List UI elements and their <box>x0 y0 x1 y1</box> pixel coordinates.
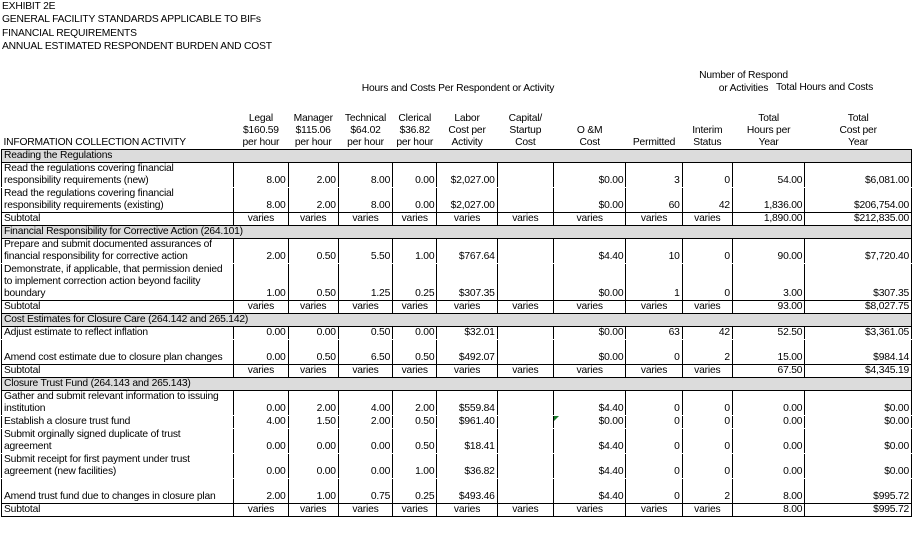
interim-cell: 2 <box>682 478 732 503</box>
labor-cell: $2,027.00 <box>437 187 497 212</box>
header-capital-line2: Startup <box>509 124 542 136</box>
subtotal-hours: 67.50 <box>732 364 804 377</box>
legal-cell: 4.00 <box>234 415 288 428</box>
permitted-cell: 0 <box>626 478 682 503</box>
manager-cell: 2.00 <box>288 187 338 212</box>
legal-cell: 8.00 <box>234 187 288 212</box>
legal-cell: 0.00 <box>234 339 288 364</box>
comment-flag-icon <box>554 416 559 421</box>
permitted-cell: 0 <box>626 390 682 415</box>
subtotal-hours: 93.00 <box>732 300 804 313</box>
table-row <box>2 263 912 300</box>
capital-cell <box>497 428 553 453</box>
subtotal-cost: $8,027.75 <box>805 300 912 313</box>
manager-cell: 0.50 <box>288 339 338 364</box>
subtotal-hours: 8.00 <box>732 503 804 516</box>
legal-cell: 2.00 <box>234 478 288 503</box>
clerical-cell: 0.50 <box>393 428 437 453</box>
permitted-cell: 63 <box>626 326 682 339</box>
hours-cell: 15.00 <box>732 339 804 364</box>
header-om-line1: O &M <box>576 124 603 136</box>
varies-cell: varies <box>437 300 497 313</box>
labor-cell: $559.84 <box>437 390 497 415</box>
subtotal-row <box>2 212 912 225</box>
clerical-cell: 0.25 <box>393 478 437 503</box>
header-capital-line3: Cost <box>515 136 536 148</box>
header-interim <box>682 95 732 149</box>
activity-line: Establish a closure trust fund <box>4 415 131 427</box>
capital-cell <box>497 390 553 415</box>
cost-cell: $0.00 <box>805 453 912 478</box>
table-row <box>2 478 912 503</box>
legal-cell: 0.00 <box>234 453 288 478</box>
varies-cell: varies <box>437 364 497 377</box>
activity-line: Read the regulations covering financial <box>4 187 174 199</box>
technical-cell: 6.50 <box>338 339 392 364</box>
legal-cell: 0.00 <box>234 390 288 415</box>
section-header <box>2 377 912 390</box>
header-manager-line2: $115.06 <box>295 124 331 136</box>
technical-cell: 0.00 <box>338 453 392 478</box>
subtotal-label: Subtotal <box>2 300 234 313</box>
activity-line: Submit receipt for first payment under trust <box>4 453 190 465</box>
manager-cell: 2.00 <box>288 162 338 187</box>
clerical-cell: 2.00 <box>393 390 437 415</box>
technical-cell: 8.00 <box>338 162 392 187</box>
om-cell: $0.00 <box>553 263 625 300</box>
varies-cell: varies <box>338 212 392 225</box>
capital-cell <box>497 162 553 187</box>
header-manager-line3: per hour <box>294 136 332 148</box>
manager-cell: 0.50 <box>288 263 338 300</box>
varies-cell: varies <box>626 212 682 225</box>
activity-line: Submit orginally signed duplicate of trust <box>4 428 181 440</box>
varies-cell: varies <box>338 503 392 516</box>
activity-line: to implement correction action beyond facility <box>4 275 201 287</box>
subtotal-label: Subtotal <box>2 364 234 377</box>
table-row <box>2 339 912 364</box>
varies-cell: varies <box>288 300 338 313</box>
activity-line: agreement <box>4 440 52 452</box>
subtotal-row <box>2 364 912 377</box>
om-cell: $0.00 <box>553 187 625 212</box>
header-total-hours-line2: Hours per <box>746 124 791 136</box>
varies-cell: varies <box>553 364 625 377</box>
manager-cell: 0.00 <box>288 326 338 339</box>
interim-cell: 0 <box>682 428 732 453</box>
table-row <box>2 390 912 415</box>
labor-cell: $493.46 <box>437 478 497 503</box>
subtotal-cost: $212,835.00 <box>805 212 912 225</box>
varies-cell: varies <box>234 364 288 377</box>
subtotal-cost: $995.72 <box>805 503 912 516</box>
activity-line: Adjust estimate to reflect inflation <box>4 326 148 338</box>
legal-cell: 1.00 <box>234 263 288 300</box>
labor-cell: $767.64 <box>437 238 497 263</box>
header-total-hours-line3: Year <box>758 136 779 148</box>
activity-line: Gather and submit relevant information to issuing <box>4 390 219 402</box>
labor-cell: $36.82 <box>437 453 497 478</box>
varies-cell: varies <box>234 503 288 516</box>
varies-cell: varies <box>626 364 682 377</box>
labor-cell: $32.01 <box>437 326 497 339</box>
cost-cell: $0.00 <box>805 428 912 453</box>
permitted-cell: 0 <box>626 453 682 478</box>
subtotal-row <box>2 503 912 516</box>
varies-cell: varies <box>288 503 338 516</box>
varies-cell: varies <box>288 364 338 377</box>
varies-cell: varies <box>682 364 732 377</box>
header-activity: INFORMATION COLLECTION ACTIVITY <box>3 136 186 148</box>
header-labor-line1: Labor <box>454 112 480 124</box>
permitted-cell: 0 <box>626 428 682 453</box>
technical-cell: 2.00 <box>338 415 392 428</box>
section-header <box>2 149 912 162</box>
capital-cell <box>497 415 553 428</box>
activity-line: responsibility requirements (existing) <box>4 199 164 211</box>
header-interim-line1: Interim <box>692 124 723 136</box>
hours-cell: 54.00 <box>732 162 804 187</box>
hours-cell: 0.00 <box>732 415 804 428</box>
varies-cell: varies <box>682 300 732 313</box>
header-om-line2: Cost <box>579 136 600 148</box>
header-labor-line2: Cost per <box>448 124 486 136</box>
varies-cell: varies <box>497 300 553 313</box>
technical-cell: 0.75 <box>338 478 392 503</box>
header-clerical-line2: $36.82 <box>399 124 430 136</box>
cost-cell: $3,361.05 <box>805 326 912 339</box>
section-header <box>2 313 912 326</box>
varies-cell: varies <box>497 503 553 516</box>
header-total-cost-line2: Cost per <box>839 124 877 136</box>
varies-cell: varies <box>553 300 625 313</box>
interim-cell: 2 <box>682 339 732 364</box>
table-row <box>2 162 912 187</box>
activity-line: Amend trust fund due to changes in closure plan <box>4 490 216 502</box>
activity-line <box>4 340 231 352</box>
interim-cell: 42 <box>682 326 732 339</box>
activity-cell <box>2 415 234 428</box>
activity-cell <box>2 326 234 339</box>
activity-cell <box>2 478 234 503</box>
varies-cell: varies <box>553 212 625 225</box>
subtotal-label: Subtotal <box>2 503 234 516</box>
hours-cell: 0.00 <box>732 390 804 415</box>
varies-cell: varies <box>437 212 497 225</box>
om-cell: $4.40 <box>553 428 625 453</box>
legal-cell: 2.00 <box>234 238 288 263</box>
activity-cell <box>2 162 234 187</box>
varies-cell: varies <box>393 212 437 225</box>
om-cell <box>553 415 625 428</box>
activity-line: responsibility requirements (new) <box>4 174 149 186</box>
cost-cell: $307.35 <box>805 263 912 300</box>
interim-cell: 0 <box>682 415 732 428</box>
clerical-cell: 1.00 <box>393 453 437 478</box>
burden-table <box>1 66 912 517</box>
permitted-cell: 0 <box>626 339 682 364</box>
section-title: Financial Responsibility for Corrective Action (264.101) <box>2 225 912 238</box>
interim-cell: 0 <box>682 238 732 263</box>
header-clerical-line1: Clerical <box>398 112 432 124</box>
header-technical <box>338 95 392 149</box>
cost-cell: $984.14 <box>805 339 912 364</box>
clerical-cell: 0.50 <box>393 339 437 364</box>
hours-cell: 8.00 <box>732 478 804 503</box>
table-row <box>2 415 912 428</box>
header-group-total-label: Total Hours and Costs <box>775 82 874 93</box>
header-capital-line1: Capital/ <box>508 112 542 124</box>
subtotal-label: Subtotal <box>2 212 234 225</box>
exhibit-title: EXHIBIT 2E <box>2 1 56 12</box>
varies-cell: varies <box>437 503 497 516</box>
section-header <box>2 225 912 238</box>
header-total-cost-line1: Total <box>847 112 869 124</box>
table-row <box>2 238 912 263</box>
table-row <box>2 428 912 453</box>
header-manager <box>288 95 338 149</box>
subtotal-row <box>2 300 912 313</box>
clerical-cell: 0.00 <box>393 162 437 187</box>
permitted-cell: 10 <box>626 238 682 263</box>
subtitle-annual-burden: ANNUAL ESTIMATED RESPONDENT BURDEN AND COST <box>2 41 272 52</box>
interim-cell: 42 <box>682 187 732 212</box>
header-clerical-line3: per hour <box>396 136 434 148</box>
labor-cell: $2,027.00 <box>437 162 497 187</box>
activity-line: financial responsibility for corrective action <box>4 250 188 262</box>
activity-line: boundary <box>4 287 46 299</box>
header-legal <box>234 95 288 149</box>
varies-cell: varies <box>626 300 682 313</box>
header-interim-line2: Status <box>693 136 722 148</box>
header-group-hours-costs: Hours and Costs Per Respondent or Activity <box>361 83 555 94</box>
varies-cell: varies <box>393 503 437 516</box>
activity-line <box>4 479 231 491</box>
table-row <box>2 187 912 212</box>
varies-cell: varies <box>393 300 437 313</box>
capital-cell <box>497 326 553 339</box>
header-labor-line3: Activity <box>451 136 483 148</box>
labor-cell: $18.41 <box>437 428 497 453</box>
header-clerical <box>393 95 437 149</box>
varies-cell: varies <box>338 364 392 377</box>
header-legal-line1: Legal <box>248 112 274 124</box>
manager-cell: 0.00 <box>288 453 338 478</box>
activity-line: Amend cost estimate due to closure plan changes <box>4 351 223 363</box>
cost-cell: $7,720.40 <box>805 238 912 263</box>
capital-cell <box>497 478 553 503</box>
activity-line: institution <box>4 402 46 414</box>
subtitle-financial-requirements: FINANCIAL REQUIREMENTS <box>2 28 137 39</box>
header-legal-line2: $160.59 <box>243 124 279 136</box>
technical-cell: 1.25 <box>338 263 392 300</box>
varies-cell: varies <box>553 503 625 516</box>
cost-cell: $0.00 <box>805 390 912 415</box>
subtotal-hours: 1,890.00 <box>732 212 804 225</box>
activity-cell <box>2 339 234 364</box>
technical-cell: 0.00 <box>338 428 392 453</box>
table-row <box>2 453 912 478</box>
subtotal-cost: $4,345.19 <box>805 364 912 377</box>
varies-cell: varies <box>393 364 437 377</box>
varies-cell: varies <box>497 364 553 377</box>
legal-cell: 0.00 <box>234 428 288 453</box>
activity-line: Demonstrate, if applicable, that permission denied <box>4 263 223 275</box>
clerical-cell: 0.00 <box>393 326 437 339</box>
varies-cell: varies <box>497 212 553 225</box>
activity-line: agreement (new facilities) <box>4 465 117 477</box>
legal-cell: 0.00 <box>234 326 288 339</box>
header-total-hours <box>732 95 804 149</box>
varies-cell: varies <box>682 503 732 516</box>
header-permitted: Permitted <box>632 136 676 148</box>
activity-line: Prepare and submit documented assurances of <box>4 238 212 250</box>
om-cell: $4.40 <box>553 390 625 415</box>
activity-cell <box>2 263 234 300</box>
cost-cell: $995.72 <box>805 478 912 503</box>
header-om <box>553 95 625 149</box>
header-total-cost-line3: Year <box>848 136 869 148</box>
clerical-cell: 0.00 <box>393 187 437 212</box>
interim-cell: 0 <box>682 390 732 415</box>
om-value: $0.00 <box>598 415 624 427</box>
varies-cell: varies <box>288 212 338 225</box>
varies-cell: varies <box>682 212 732 225</box>
hours-cell: 0.00 <box>732 453 804 478</box>
header-group-number-line2: or Activities <box>718 83 769 94</box>
technical-cell: 5.50 <box>338 238 392 263</box>
header-total-hours-line1: Total <box>758 112 779 124</box>
manager-cell: 0.50 <box>288 238 338 263</box>
header-legal-line3: per hour <box>242 136 280 148</box>
section-title: Cost Estimates for Closure Care (264.142 and 265.142) <box>2 313 912 326</box>
capital-cell <box>497 238 553 263</box>
om-cell: $0.00 <box>553 339 625 364</box>
cost-cell: $0.00 <box>805 415 912 428</box>
capital-cell <box>497 453 553 478</box>
labor-cell: $307.35 <box>437 263 497 300</box>
activity-line: Read the regulations covering financial <box>4 162 174 174</box>
section-title: Closure Trust Fund (264.143 and 265.143) <box>2 377 912 390</box>
clerical-cell: 1.00 <box>393 238 437 263</box>
interim-cell: 0 <box>682 263 732 300</box>
varies-cell: varies <box>234 212 288 225</box>
hours-cell: 3.00 <box>732 263 804 300</box>
technical-cell: 0.50 <box>338 326 392 339</box>
header-total-cost <box>805 95 912 149</box>
om-cell: $4.40 <box>553 453 625 478</box>
permitted-cell: 1 <box>626 263 682 300</box>
varies-cell: varies <box>626 503 682 516</box>
table-row <box>2 326 912 339</box>
permitted-cell: 60 <box>626 187 682 212</box>
legal-cell: 8.00 <box>234 162 288 187</box>
varies-cell: varies <box>234 300 288 313</box>
clerical-cell: 0.50 <box>393 415 437 428</box>
manager-cell: 1.00 <box>288 478 338 503</box>
manager-cell: 0.00 <box>288 428 338 453</box>
capital-cell <box>497 263 553 300</box>
cost-cell: $206,754.00 <box>805 187 912 212</box>
activity-cell <box>2 187 234 212</box>
activity-cell <box>2 428 234 453</box>
hours-cell: 90.00 <box>732 238 804 263</box>
manager-cell: 2.00 <box>288 390 338 415</box>
header-group-number-line1: Number of Respond <box>699 70 788 81</box>
hours-cell: 1,836.00 <box>732 187 804 212</box>
activity-cell <box>2 238 234 263</box>
om-cell: $0.00 <box>553 326 625 339</box>
interim-cell: 0 <box>682 453 732 478</box>
activity-cell <box>2 453 234 478</box>
varies-cell: varies <box>338 300 392 313</box>
hours-cell: 52.50 <box>732 326 804 339</box>
capital-cell <box>497 187 553 212</box>
header-technical-line1: Technical <box>344 112 387 124</box>
om-cell: $0.00 <box>553 162 625 187</box>
interim-cell: 0 <box>682 162 732 187</box>
manager-cell: 1.50 <box>288 415 338 428</box>
om-cell: $4.40 <box>553 478 625 503</box>
subtitle-facility-standards: GENERAL FACILITY STANDARDS APPLICABLE TO BIFs <box>2 14 261 25</box>
om-cell: $4.40 <box>553 238 625 263</box>
header-capital <box>497 95 553 149</box>
technical-cell: 4.00 <box>338 390 392 415</box>
activity-cell <box>2 390 234 415</box>
permitted-cell: 3 <box>626 162 682 187</box>
labor-cell: $492.07 <box>437 339 497 364</box>
cost-cell: $6,081.00 <box>805 162 912 187</box>
technical-cell: 8.00 <box>338 187 392 212</box>
header-technical-line3: per hour <box>347 136 384 148</box>
permitted-cell: 0 <box>626 415 682 428</box>
clerical-cell: 0.25 <box>393 263 437 300</box>
hours-cell: 0.00 <box>732 428 804 453</box>
header-manager-line1: Manager <box>293 112 333 124</box>
header-labor <box>437 95 497 149</box>
labor-cell: $961.40 <box>437 415 497 428</box>
section-title: Reading the Regulations <box>2 149 912 162</box>
header-technical-line2: $64.02 <box>350 124 381 136</box>
capital-cell <box>497 339 553 364</box>
